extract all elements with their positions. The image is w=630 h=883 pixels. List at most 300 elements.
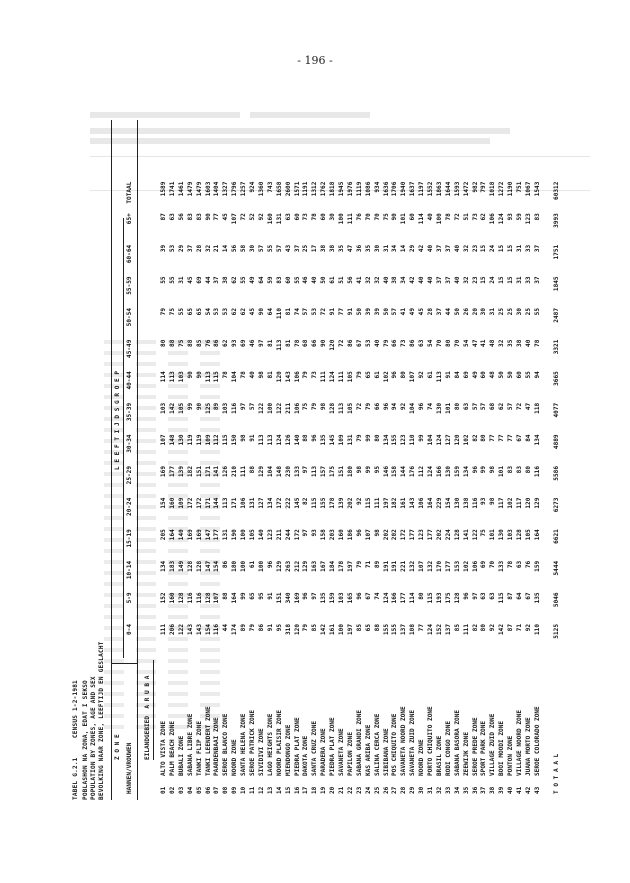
table-cell: 153 bbox=[453, 560, 461, 572]
table-cell: 98 bbox=[320, 402, 328, 411]
table-cell: 1636 bbox=[382, 181, 390, 197]
table-cell: 42 bbox=[418, 244, 426, 253]
table-cell: 94 bbox=[533, 371, 541, 379]
table-cell: 79 bbox=[355, 434, 363, 442]
table-cell: 140 bbox=[293, 434, 301, 446]
zone-name: PAARDENBAAI ZONE bbox=[213, 717, 221, 776]
age-group-rule bbox=[123, 218, 124, 658]
table-cell: 115 bbox=[427, 592, 434, 604]
table-cell: 51 bbox=[462, 213, 470, 221]
table-cell: 174 bbox=[231, 624, 239, 636]
table-cell: 211 bbox=[284, 402, 292, 414]
row-number: 18 bbox=[311, 786, 319, 794]
table-cell: 982 bbox=[471, 181, 479, 193]
table-cell: 113 bbox=[266, 434, 274, 446]
table-cell: 117 bbox=[516, 497, 523, 509]
table-cell: 934 bbox=[373, 181, 381, 193]
table-cell: 91 bbox=[266, 592, 274, 600]
table-cell: 65 bbox=[186, 308, 194, 316]
table-cell: 88 bbox=[168, 339, 176, 347]
table-cell: 158 bbox=[391, 466, 399, 478]
table-cell: 44 bbox=[222, 624, 230, 632]
table-cell: 70 bbox=[364, 213, 372, 221]
table-cell: 1018 bbox=[489, 181, 497, 197]
table-cell: 57 bbox=[275, 244, 283, 253]
table-cell: 60 bbox=[293, 213, 301, 221]
table-cell: 79 bbox=[311, 402, 319, 411]
table-cell: 132 bbox=[409, 560, 417, 572]
table-cell: 49 bbox=[471, 371, 479, 379]
table-cell: 154 bbox=[160, 497, 167, 509]
row-number: 13 bbox=[266, 786, 274, 794]
table-cell: 31 bbox=[516, 244, 523, 253]
table-cell: 1312 bbox=[311, 181, 319, 197]
table-cell: 37 bbox=[435, 276, 443, 284]
table-cell: 169 bbox=[293, 592, 301, 604]
table-cell: 80 bbox=[444, 339, 452, 347]
table-cell: 118 bbox=[533, 402, 541, 414]
row-number: 43 bbox=[533, 786, 541, 794]
table-cell: 45 bbox=[186, 276, 194, 284]
table-cell: 169 bbox=[195, 529, 203, 541]
table-cell: 77 bbox=[507, 434, 515, 442]
table-cell: 110 bbox=[533, 624, 541, 636]
table-cell: 48 bbox=[489, 371, 497, 379]
table-cell: 120 bbox=[524, 497, 532, 509]
table-cell: 37 bbox=[444, 244, 452, 253]
table-cell: 318 bbox=[284, 624, 292, 636]
table-cell: 67 bbox=[524, 592, 532, 600]
table-cell: 42 bbox=[409, 276, 417, 284]
table-cell: 41 bbox=[400, 308, 408, 316]
row-number: 01 bbox=[160, 786, 167, 794]
table-cell: 95 bbox=[275, 624, 283, 632]
table-cell: 91 bbox=[266, 624, 274, 632]
table-cell: 50 bbox=[498, 371, 506, 379]
column-header: 50-54 bbox=[126, 308, 133, 327]
table-cell: 67 bbox=[355, 339, 363, 347]
row-number: 21 bbox=[338, 786, 345, 794]
table-cell: 57 bbox=[480, 402, 488, 411]
table-cell: 128 bbox=[195, 560, 203, 572]
table-cell: 115 bbox=[364, 497, 372, 509]
row-number: 36 bbox=[471, 786, 479, 794]
table-cell: 159 bbox=[453, 466, 461, 478]
table-cell: 107 bbox=[418, 560, 426, 572]
table-cell: 131 bbox=[346, 434, 354, 446]
zone-name: SEROE PREDE ZONE bbox=[471, 717, 479, 776]
zone-name: PORTO CHIQUITO ZONE bbox=[427, 706, 434, 776]
table-cell: 1589 bbox=[160, 181, 167, 197]
row-number: 30 bbox=[418, 786, 426, 794]
row-number: 04 bbox=[186, 786, 194, 794]
table-cell: 29 bbox=[177, 244, 185, 253]
table-cell: 160 bbox=[168, 592, 176, 604]
total-cell: 3321 bbox=[553, 339, 560, 355]
table-cell: 15 bbox=[480, 276, 488, 284]
table-cell: 81 bbox=[284, 308, 292, 316]
table-cell: 104 bbox=[409, 402, 417, 414]
table-cell: 128 bbox=[177, 592, 185, 604]
table-cell: 112 bbox=[213, 434, 221, 446]
total-cell: 5046 bbox=[553, 592, 560, 608]
table-cell: 115 bbox=[311, 497, 319, 509]
table-cell: 21 bbox=[213, 244, 221, 253]
row-number: 14 bbox=[275, 786, 283, 794]
table-cell: 100 bbox=[240, 560, 248, 572]
table-cell: 50 bbox=[453, 308, 461, 316]
table-cell: 1571 bbox=[293, 181, 301, 197]
table-cell: 160 bbox=[338, 529, 345, 541]
table-cell: 107 bbox=[231, 213, 239, 225]
table-cell: 152 bbox=[160, 592, 167, 604]
table-cell: 25 bbox=[507, 308, 515, 316]
table-cell: 164 bbox=[231, 592, 239, 604]
row-number: 23 bbox=[355, 786, 363, 794]
table-cell: 1461 bbox=[177, 181, 185, 197]
table-cell: 70 bbox=[489, 560, 497, 569]
table-cell: 144 bbox=[400, 466, 408, 478]
table-cell: 95 bbox=[373, 466, 381, 474]
table-cell: 164 bbox=[427, 497, 434, 509]
table-cell: 15 bbox=[480, 244, 488, 253]
total-cell: 2487 bbox=[553, 308, 560, 323]
zone-name: NOORD ZONE bbox=[231, 739, 239, 776]
table-cell: 60 bbox=[516, 371, 523, 379]
table-cell: 143 bbox=[186, 624, 194, 636]
table-cell: 61 bbox=[329, 276, 337, 284]
table-cell: 23 bbox=[471, 276, 479, 284]
table-cell: 38 bbox=[320, 244, 328, 253]
table-cell: 137 bbox=[444, 624, 452, 636]
table-cell: 113 bbox=[204, 371, 212, 383]
table-cell: 73 bbox=[471, 213, 479, 221]
row-number: 40 bbox=[507, 786, 515, 794]
island-header: EILANDGEBIED A R U B A bbox=[144, 675, 151, 760]
total-cell: 1845 bbox=[553, 276, 560, 292]
table-cell: 146 bbox=[382, 466, 390, 478]
table-cell: 39 bbox=[160, 244, 167, 253]
table-cell: 35 bbox=[338, 244, 345, 253]
zone-name: LAGO HEIGHTS ZONE bbox=[266, 713, 274, 776]
table-cell: 86 bbox=[346, 339, 354, 347]
table-cell: 78 bbox=[222, 371, 230, 379]
table-cell: 83 bbox=[186, 213, 194, 221]
table-cell: 78 bbox=[533, 339, 541, 347]
zone-name: SAVANETA NOORD ZONE bbox=[400, 706, 408, 776]
table-cell: 78 bbox=[311, 213, 319, 221]
row-number: 34 bbox=[453, 786, 461, 794]
table-cell: 117 bbox=[498, 497, 506, 509]
table-cell: 72 bbox=[338, 339, 345, 347]
table-cell: 109 bbox=[177, 497, 185, 509]
table-cell: 90 bbox=[320, 339, 328, 347]
table-cell: 82 bbox=[302, 497, 310, 505]
table-cell: 139 bbox=[338, 497, 345, 509]
table-cell: 39 bbox=[373, 308, 381, 316]
table-cell: 172 bbox=[400, 529, 408, 541]
table-cell: 94 bbox=[391, 402, 399, 411]
table-cell: 29 bbox=[409, 244, 417, 253]
table-cell: 55 bbox=[168, 276, 176, 284]
table-cell: 81 bbox=[266, 339, 274, 347]
table-cell: 59 bbox=[266, 276, 274, 284]
table-cell: 50 bbox=[382, 308, 390, 316]
table-cell: 83 bbox=[507, 466, 515, 474]
table-cell: 159 bbox=[533, 560, 541, 572]
table-cell: 15 bbox=[498, 244, 506, 253]
table-cell: 340 bbox=[284, 592, 292, 604]
table-cell: 142 bbox=[320, 624, 328, 636]
table-cell: 78 bbox=[444, 213, 452, 221]
table-cell: 96 bbox=[391, 371, 399, 379]
table-cell: 114 bbox=[418, 213, 426, 225]
table-cell: 50 bbox=[320, 276, 328, 284]
table-cell: 96 bbox=[266, 560, 274, 569]
table-cell: 106 bbox=[293, 371, 301, 383]
table-cell: 1818 bbox=[329, 181, 337, 197]
row-number: 26 bbox=[382, 786, 390, 794]
total-cell: 6273 bbox=[553, 497, 560, 513]
table-cell: 186 bbox=[346, 529, 354, 541]
table-cell: 65 bbox=[195, 308, 203, 316]
table-cell: 41 bbox=[355, 276, 363, 284]
table-cell: 97 bbox=[471, 592, 479, 600]
table-cell: 24 bbox=[489, 244, 497, 253]
zone-name: PARADERA ZONE bbox=[320, 728, 328, 776]
table-cell: 64 bbox=[516, 592, 523, 600]
table-cell: 45 bbox=[249, 308, 256, 316]
table-cell: 37 bbox=[293, 244, 301, 253]
table-cell: 148 bbox=[168, 434, 176, 446]
table-cell: 54 bbox=[462, 339, 470, 347]
header-top-rule bbox=[111, 120, 112, 800]
table-cell: 1976 bbox=[346, 181, 354, 197]
table-cell: 206 bbox=[168, 624, 176, 636]
table-cell: 57 bbox=[257, 244, 265, 253]
table-cell: 82 bbox=[471, 434, 479, 442]
table-cell: 125 bbox=[204, 402, 212, 414]
table-cell: 83 bbox=[195, 213, 203, 221]
table-cell: 197 bbox=[346, 624, 354, 636]
table-cell: 65 bbox=[364, 624, 372, 632]
table-cell: 191 bbox=[382, 560, 390, 572]
table-cell: 61 bbox=[373, 371, 381, 379]
table-cell: 149 bbox=[177, 560, 185, 572]
table-cell: 53 bbox=[213, 308, 221, 316]
table-cell: 80 bbox=[373, 434, 381, 442]
rotated-table bbox=[69, 100, 569, 800]
table-cell: 54 bbox=[427, 339, 434, 347]
table-cell: 50 bbox=[355, 308, 363, 316]
row-number: 06 bbox=[204, 786, 212, 794]
table-cell: 154 bbox=[444, 497, 452, 509]
total-cell: 5586 bbox=[553, 466, 560, 481]
table-cell: 97 bbox=[302, 466, 310, 474]
zone-name: BOOI MOODI ZONE bbox=[498, 720, 506, 776]
table-cell: 202 bbox=[346, 497, 354, 509]
table-cell: 86 bbox=[222, 560, 230, 569]
column-header: 60-64 bbox=[126, 244, 133, 264]
table-cell: 74 bbox=[373, 592, 381, 600]
table-cell: 49 bbox=[249, 276, 256, 284]
table-cell: 101 bbox=[400, 213, 408, 225]
table-cell: 70 bbox=[435, 339, 443, 347]
zone-name: POS CHIQUITO ZONE bbox=[391, 713, 399, 776]
table-cell: 25 bbox=[498, 308, 506, 316]
table-cell: 98 bbox=[257, 371, 265, 379]
table-cell: 77 bbox=[498, 434, 506, 442]
zone-name: NOORD ZONE bbox=[418, 739, 426, 776]
table-cell: 116 bbox=[471, 497, 479, 509]
table-cell: 40 bbox=[382, 276, 390, 284]
table-cell: 132 bbox=[427, 560, 434, 572]
table-cell: 37 bbox=[213, 276, 221, 284]
row-number: 33 bbox=[444, 786, 452, 794]
total-cell: 6621 bbox=[553, 529, 560, 544]
table-cell: 92 bbox=[418, 371, 426, 379]
row-number: 09 bbox=[231, 786, 239, 794]
table-cell: 1706 bbox=[391, 181, 399, 197]
table-cell: 37 bbox=[435, 308, 443, 316]
table-cell: 86 bbox=[257, 624, 265, 632]
table-cell: 160 bbox=[266, 213, 274, 225]
table-cell: 58 bbox=[240, 244, 248, 253]
table-cell: 105 bbox=[249, 529, 256, 541]
table-cell: 89 bbox=[240, 624, 248, 632]
table-cell: 97 bbox=[302, 529, 310, 537]
table-cell: 165 bbox=[346, 592, 354, 604]
table-cell: 123 bbox=[400, 434, 408, 446]
table-cell: 1272 bbox=[498, 181, 506, 197]
table-cell: 124 bbox=[275, 434, 283, 446]
table-cell: 202 bbox=[391, 529, 399, 541]
table-cell: 40 bbox=[427, 276, 434, 284]
table-title-line: TABEL G.2.1 CENSUS 1-2-1981 bbox=[72, 680, 79, 800]
table-cell: 15 bbox=[507, 276, 515, 284]
table-cell: 123 bbox=[418, 529, 426, 541]
table-cell: 139 bbox=[177, 466, 185, 478]
table-cell: 178 bbox=[338, 560, 345, 572]
table-cell: 131 bbox=[249, 497, 256, 509]
table-cell: 129 bbox=[275, 560, 283, 572]
table-cell: 113 bbox=[257, 434, 265, 446]
table-cell: 171 bbox=[204, 497, 212, 509]
table-cell: 128 bbox=[329, 402, 337, 414]
table-cell: 107 bbox=[160, 434, 167, 446]
table-cell: 1119 bbox=[355, 181, 363, 197]
table-cell: 69 bbox=[195, 276, 203, 284]
table-cell: 40 bbox=[418, 276, 426, 284]
table-cell: 44 bbox=[204, 276, 212, 284]
row-number: 38 bbox=[489, 786, 497, 794]
table-cell: 30 bbox=[373, 244, 381, 253]
table-cell: 2600 bbox=[284, 181, 292, 197]
table-cell: 127 bbox=[257, 497, 265, 509]
table-cell: 106 bbox=[489, 213, 497, 225]
table-cell: 178 bbox=[329, 497, 337, 509]
zone-name: BRASIL ZONE bbox=[435, 735, 443, 776]
total-cell: 5444 bbox=[553, 560, 560, 576]
table-cell: 15 bbox=[507, 244, 515, 253]
table-cell: 99 bbox=[364, 434, 372, 442]
row-number: 35 bbox=[462, 786, 470, 794]
table-cell: 31 bbox=[177, 276, 185, 284]
table-cell: 111 bbox=[462, 624, 470, 636]
table-cell: 1191 bbox=[302, 181, 310, 197]
table-cell: 120 bbox=[329, 339, 337, 351]
row-number: 37 bbox=[480, 786, 488, 794]
table-cell: 57 bbox=[302, 308, 310, 316]
table-cell: 1327 bbox=[222, 181, 230, 197]
table-cell: 176 bbox=[409, 466, 417, 478]
table-cell: 751 bbox=[516, 181, 523, 193]
table-cell: 128 bbox=[453, 529, 461, 541]
table-cell: 172 bbox=[293, 529, 301, 541]
column-header: 15-19 bbox=[126, 529, 133, 548]
table-cell: 155 bbox=[320, 497, 328, 509]
table-cell: 100 bbox=[338, 213, 345, 225]
table-cell: 55 bbox=[266, 244, 274, 253]
table-cell: 143 bbox=[195, 624, 203, 636]
table-cell: 37 bbox=[444, 276, 452, 284]
table-cell: 90 bbox=[257, 308, 265, 316]
table-cell: 143 bbox=[409, 497, 417, 509]
table-cell: 45 bbox=[418, 308, 426, 316]
table-cell: 106 bbox=[240, 497, 248, 509]
table-cell: 124 bbox=[329, 371, 337, 383]
zone-name: VILLAGE ZUID ZONE bbox=[489, 713, 497, 776]
table-cell: 128 bbox=[516, 529, 523, 541]
total-label: T O T A A L bbox=[553, 753, 560, 794]
table-cell: 63 bbox=[168, 213, 176, 221]
table-cell: 100 bbox=[266, 402, 274, 414]
table-cell: 202 bbox=[435, 529, 443, 541]
table-cell: 171 bbox=[204, 466, 212, 478]
table-cell: 148 bbox=[275, 466, 283, 478]
table-cell: 97 bbox=[240, 402, 248, 411]
table-cell: 78 bbox=[293, 339, 301, 347]
row-number: 22 bbox=[346, 786, 354, 794]
table-cell: 157 bbox=[320, 466, 328, 478]
zone-name: TANKI FLIP ZONE bbox=[195, 720, 203, 776]
table-cell: 103 bbox=[338, 592, 345, 604]
table-cell: 90 bbox=[186, 371, 194, 379]
table-cell: 170 bbox=[435, 560, 443, 572]
table-cell: 96 bbox=[382, 402, 390, 411]
table-cell: 98 bbox=[489, 497, 497, 505]
zone-name: SALINA CERCA ZONE bbox=[373, 713, 381, 776]
table-cell: 212 bbox=[293, 560, 301, 572]
table-cell: 96 bbox=[355, 592, 363, 600]
table-cell: 104 bbox=[427, 434, 434, 446]
table-cell: 71 bbox=[364, 560, 372, 569]
table-cell: 56 bbox=[231, 244, 239, 253]
row-number: 31 bbox=[427, 786, 434, 794]
table-cell: 166 bbox=[435, 466, 443, 478]
table-cell: 120 bbox=[453, 434, 461, 446]
table-cell: 104 bbox=[266, 466, 274, 478]
table-cell: 1644 bbox=[444, 181, 452, 197]
table-cell: 142 bbox=[498, 624, 506, 636]
row-number: 17 bbox=[302, 786, 310, 794]
table-cell: 128 bbox=[186, 560, 194, 572]
row-number: 05 bbox=[195, 786, 203, 794]
table-cell: 122 bbox=[275, 402, 283, 414]
table-cell: 87 bbox=[160, 213, 167, 221]
table-cell: 134 bbox=[266, 497, 274, 509]
zone-name: NOORD PLAISIR ZONE bbox=[275, 709, 283, 776]
